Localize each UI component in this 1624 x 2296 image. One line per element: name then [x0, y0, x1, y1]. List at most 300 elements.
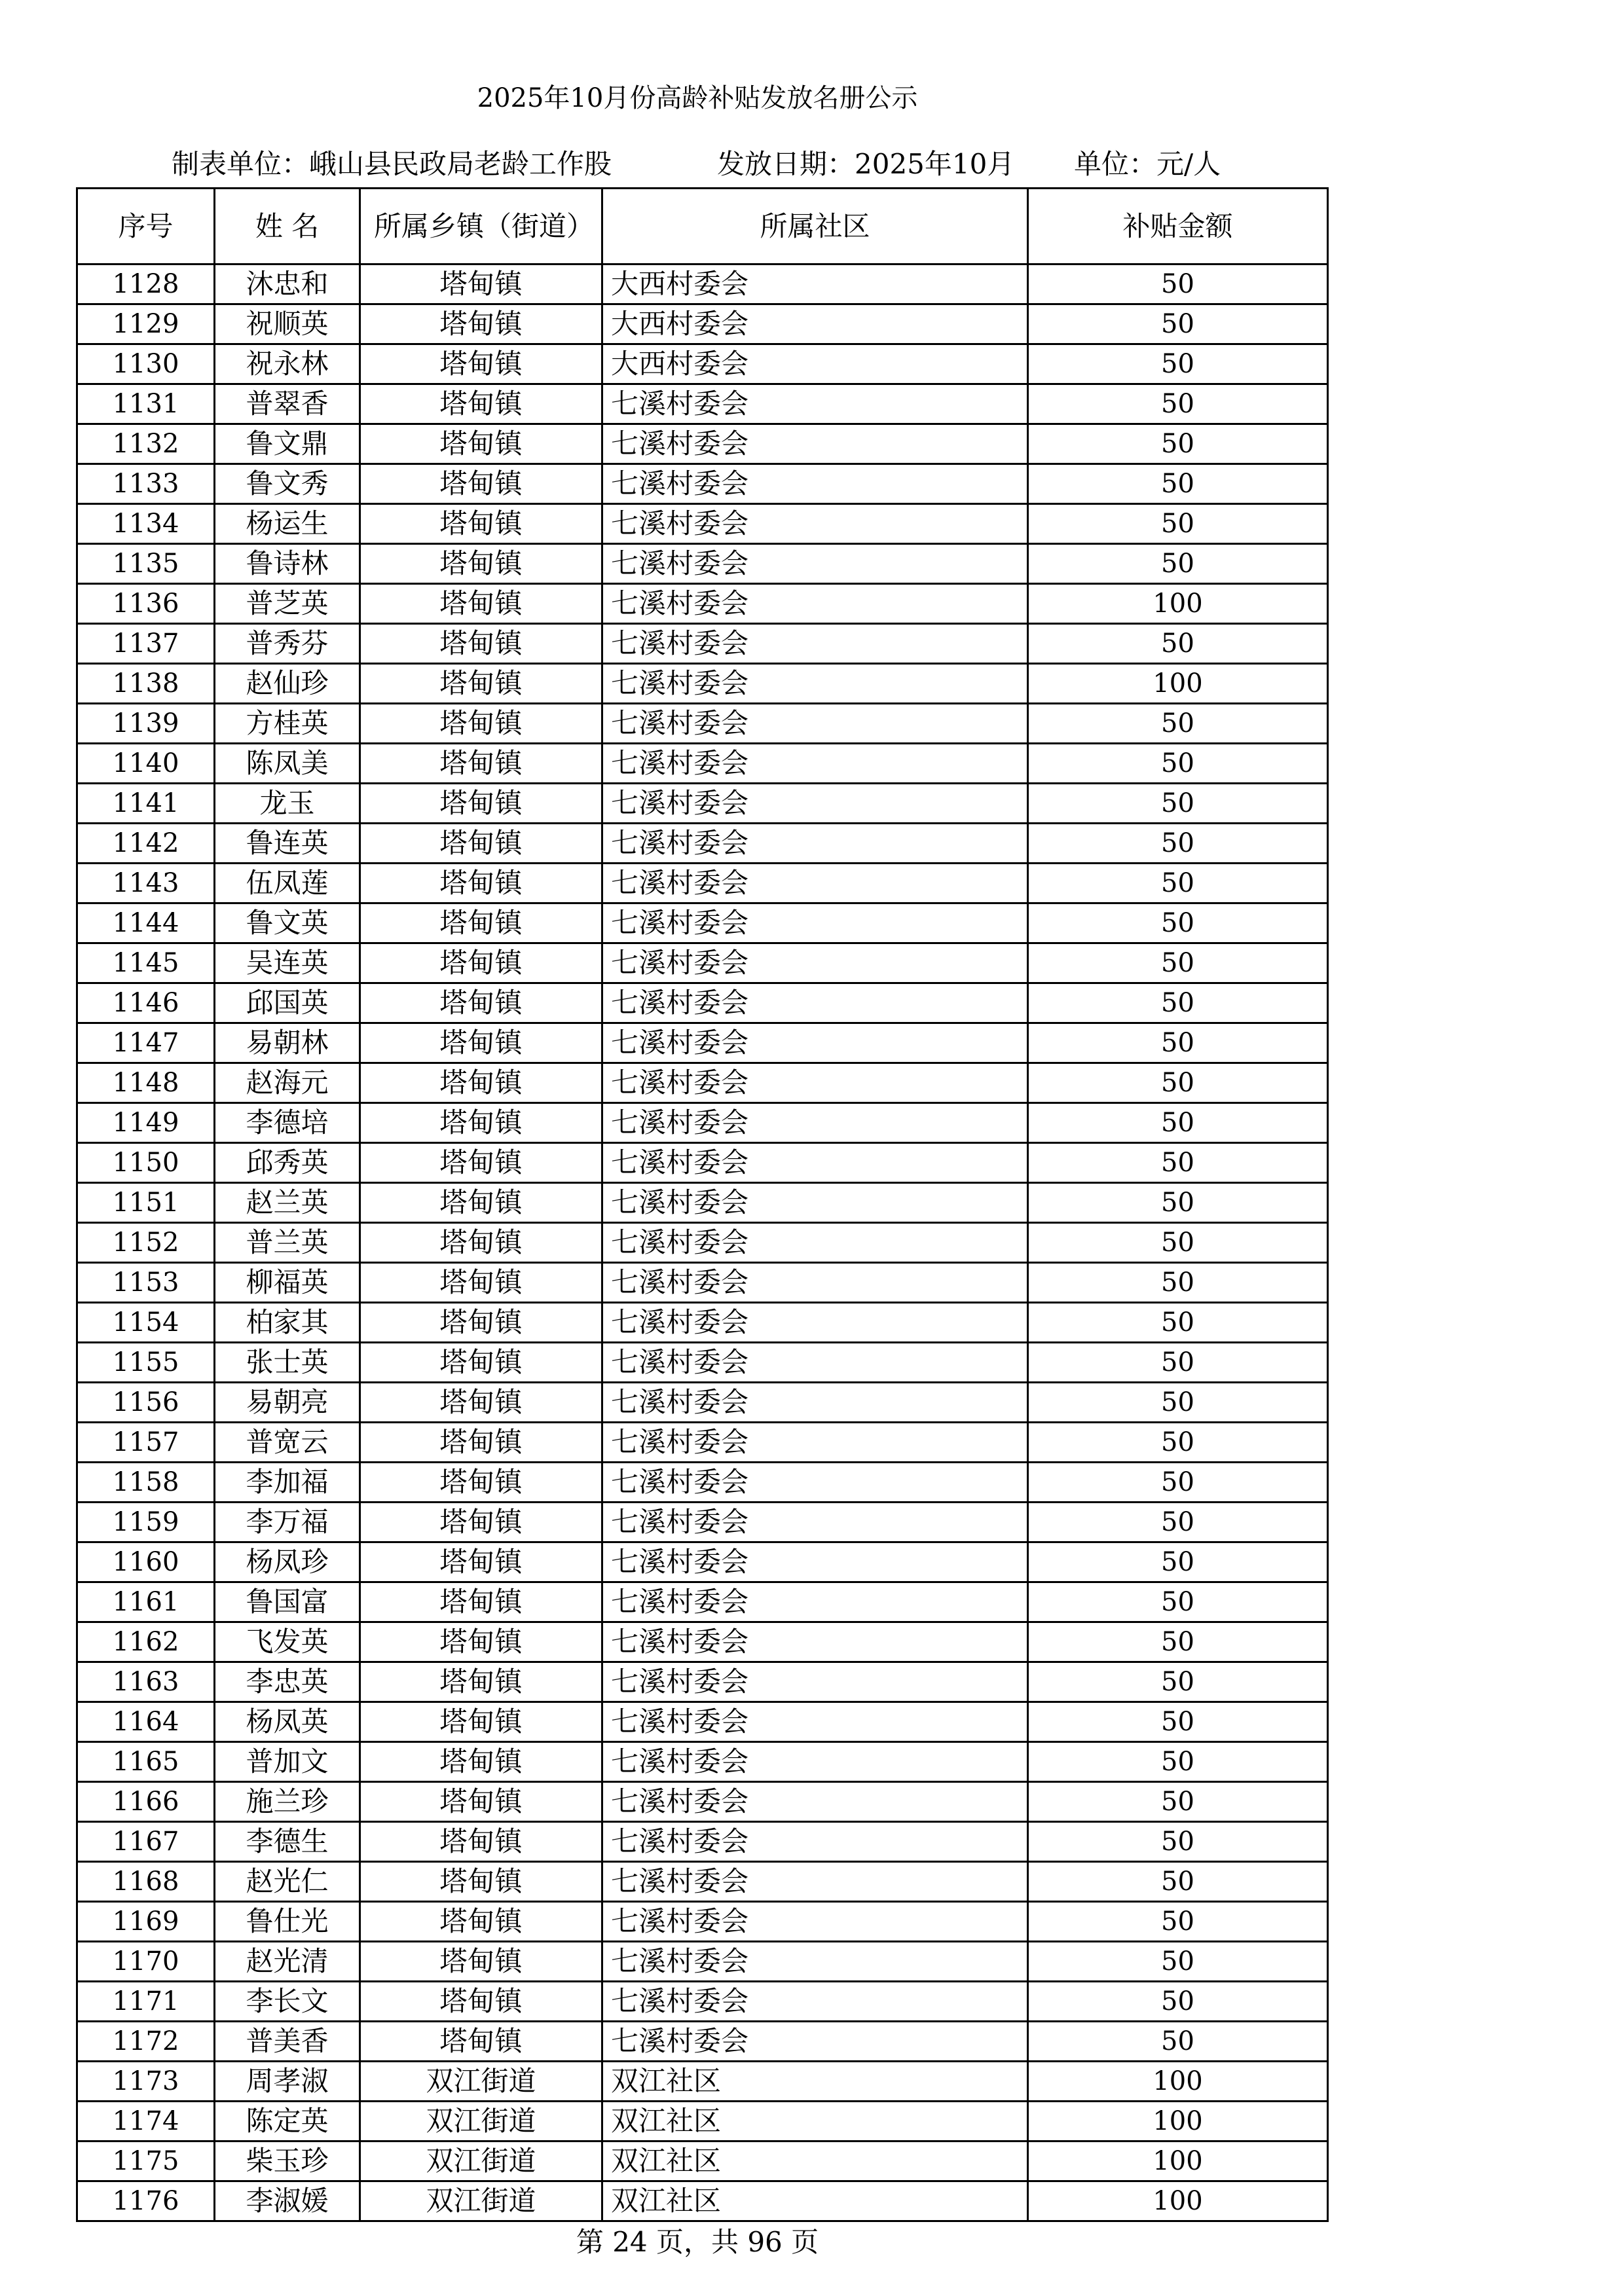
- header-amount: 补贴金额: [1028, 189, 1328, 264]
- row-name: 邱国英: [215, 983, 360, 1023]
- row-no: 1131: [77, 384, 215, 424]
- row-amount: 50: [1028, 1742, 1328, 1782]
- row-community: 七溪村委会: [602, 1423, 1028, 1463]
- table-row: [77, 464, 1328, 504]
- row-no: 1128: [77, 264, 215, 304]
- row-no: 1166: [77, 1782, 215, 1822]
- row-name: 杨运生: [215, 504, 360, 544]
- row-amount: 50: [1028, 864, 1328, 903]
- table-row: [77, 2062, 1328, 2102]
- row-name: 伍凤莲: [215, 864, 360, 903]
- row-name: 柴玉珍: [215, 2141, 360, 2181]
- table-row: [77, 704, 1328, 744]
- row-name: 吴连英: [215, 943, 360, 983]
- row-name: 陈定英: [215, 2102, 360, 2141]
- row-community: 七溪村委会: [602, 1822, 1028, 1862]
- row-amount: 50: [1028, 464, 1328, 504]
- row-town: 塔甸镇: [360, 784, 602, 824]
- row-no: 1163: [77, 1662, 215, 1702]
- row-no: 1142: [77, 824, 215, 864]
- row-name: 祝永林: [215, 344, 360, 384]
- row-amount: 50: [1028, 1463, 1328, 1503]
- row-town: 塔甸镇: [360, 1263, 602, 1303]
- row-amount: 50: [1028, 344, 1328, 384]
- table-header-row: [77, 189, 1328, 264]
- row-town: 塔甸镇: [360, 1343, 602, 1383]
- table-row: [77, 1782, 1328, 1822]
- row-no: 1146: [77, 983, 215, 1023]
- row-community: 七溪村委会: [602, 784, 1028, 824]
- row-amount: 100: [1028, 2062, 1328, 2102]
- row-name: 赵海元: [215, 1063, 360, 1103]
- table-row: [77, 504, 1328, 544]
- page-title: 2025年10月份高龄补贴发放名册公示: [477, 83, 918, 113]
- row-community: 七溪村委会: [602, 1023, 1028, 1063]
- row-community: 双江社区: [602, 2181, 1028, 2221]
- row-community: 双江社区: [602, 2062, 1028, 2102]
- row-town: 塔甸镇: [360, 584, 602, 624]
- row-town: 塔甸镇: [360, 1582, 602, 1622]
- row-name: 陈凤美: [215, 744, 360, 784]
- row-name: 李德培: [215, 1103, 360, 1143]
- row-town: 塔甸镇: [360, 264, 602, 304]
- row-amount: 50: [1028, 1782, 1328, 1822]
- table-row: [77, 1742, 1328, 1782]
- row-name: 李忠英: [215, 1662, 360, 1702]
- row-no: 1160: [77, 1542, 215, 1582]
- row-no: 1141: [77, 784, 215, 824]
- row-amount: 50: [1028, 1582, 1328, 1622]
- row-name: 李德生: [215, 1822, 360, 1862]
- row-no: 1153: [77, 1263, 215, 1303]
- row-amount: 50: [1028, 1223, 1328, 1263]
- row-community: 七溪村委会: [602, 1263, 1028, 1303]
- row-no: 1169: [77, 1902, 215, 1942]
- row-community: 七溪村委会: [602, 1103, 1028, 1143]
- row-community: 七溪村委会: [602, 1662, 1028, 1702]
- row-town: 塔甸镇: [360, 1463, 602, 1503]
- row-name: 鲁文秀: [215, 464, 360, 504]
- row-amount: 50: [1028, 1902, 1328, 1942]
- row-town: 塔甸镇: [360, 864, 602, 903]
- row-amount: 50: [1028, 1702, 1328, 1742]
- row-town: 塔甸镇: [360, 1662, 602, 1702]
- row-no: 1149: [77, 1103, 215, 1143]
- table-row: [77, 584, 1328, 624]
- row-town: 塔甸镇: [360, 704, 602, 744]
- row-no: 1173: [77, 2062, 215, 2102]
- row-town: 塔甸镇: [360, 903, 602, 943]
- table-row: [77, 664, 1328, 704]
- row-no: 1147: [77, 1023, 215, 1063]
- row-community: 七溪村委会: [602, 1742, 1028, 1782]
- row-no: 1152: [77, 1223, 215, 1263]
- row-amount: 50: [1028, 1503, 1328, 1542]
- row-community: 七溪村委会: [602, 1143, 1028, 1183]
- row-community: 七溪村委会: [602, 1862, 1028, 1902]
- row-no: 1136: [77, 584, 215, 624]
- table-row: [77, 424, 1328, 464]
- row-community: 七溪村委会: [602, 903, 1028, 943]
- row-amount: 50: [1028, 1982, 1328, 2022]
- row-name: 鲁文鼎: [215, 424, 360, 464]
- row-name: 李加福: [215, 1463, 360, 1503]
- table-row: [77, 1542, 1328, 1582]
- row-no: 1156: [77, 1383, 215, 1423]
- row-name: 李长文: [215, 1982, 360, 2022]
- row-town: 双江街道: [360, 2181, 602, 2221]
- row-community: 双江社区: [602, 2102, 1028, 2141]
- row-town: 塔甸镇: [360, 1183, 602, 1223]
- table-row: [77, 1982, 1328, 2022]
- row-town: 塔甸镇: [360, 664, 602, 704]
- row-town: 塔甸镇: [360, 1622, 602, 1662]
- row-name: 鲁诗林: [215, 544, 360, 584]
- row-no: 1143: [77, 864, 215, 903]
- header-community: 所属社区: [602, 189, 1028, 264]
- table-row: [77, 1942, 1328, 1982]
- row-community: 七溪村委会: [602, 864, 1028, 903]
- row-community: 大西村委会: [602, 304, 1028, 344]
- subsidy-table: [76, 187, 1329, 2222]
- row-no: 1167: [77, 1822, 215, 1862]
- row-name: 祝顺英: [215, 304, 360, 344]
- row-amount: 50: [1028, 264, 1328, 304]
- row-amount: 50: [1028, 1662, 1328, 1702]
- row-amount: 50: [1028, 544, 1328, 584]
- row-name: 邱秀英: [215, 1143, 360, 1183]
- row-name: 龙玉: [215, 784, 360, 824]
- row-amount: 50: [1028, 424, 1328, 464]
- row-community: 七溪村委会: [602, 744, 1028, 784]
- row-amount: 50: [1028, 1303, 1328, 1343]
- row-no: 1174: [77, 2102, 215, 2141]
- row-no: 1150: [77, 1143, 215, 1183]
- row-no: 1151: [77, 1183, 215, 1223]
- row-town: 塔甸镇: [360, 1103, 602, 1143]
- row-town: 塔甸镇: [360, 1862, 602, 1902]
- header-town: 所属乡镇（街道）: [360, 189, 602, 264]
- row-amount: 50: [1028, 903, 1328, 943]
- header-name: 姓 名: [215, 189, 360, 264]
- row-community: 七溪村委会: [602, 464, 1028, 504]
- row-community: 七溪村委会: [602, 1622, 1028, 1662]
- row-no: 1162: [77, 1622, 215, 1662]
- row-town: 塔甸镇: [360, 1503, 602, 1542]
- row-community: 大西村委会: [602, 344, 1028, 384]
- table-row: [77, 1423, 1328, 1463]
- table-row: [77, 983, 1328, 1023]
- row-town: 塔甸镇: [360, 424, 602, 464]
- row-amount: 50: [1028, 1942, 1328, 1982]
- row-name: 普美香: [215, 2022, 360, 2062]
- row-amount: 50: [1028, 304, 1328, 344]
- row-amount: 100: [1028, 2102, 1328, 2141]
- row-name: 鲁连英: [215, 824, 360, 864]
- row-name: 鲁国富: [215, 1582, 360, 1622]
- row-town: 塔甸镇: [360, 2022, 602, 2062]
- row-community: 七溪村委会: [602, 824, 1028, 864]
- row-community: 大西村委会: [602, 264, 1028, 304]
- table-row: [77, 1263, 1328, 1303]
- row-no: 1154: [77, 1303, 215, 1343]
- row-name: 施兰珍: [215, 1782, 360, 1822]
- row-no: 1155: [77, 1343, 215, 1383]
- row-name: 赵光清: [215, 1942, 360, 1982]
- row-name: 易朝亮: [215, 1383, 360, 1423]
- issue-date-label: 发放日期：2025年10月: [717, 148, 1015, 180]
- row-town: 塔甸镇: [360, 344, 602, 384]
- table-row: [77, 1103, 1328, 1143]
- row-community: 七溪村委会: [602, 1223, 1028, 1263]
- row-amount: 50: [1028, 1383, 1328, 1423]
- row-name: 普兰英: [215, 1223, 360, 1263]
- row-name: 普加文: [215, 1742, 360, 1782]
- row-name: 沐忠和: [215, 264, 360, 304]
- row-community: 双江社区: [602, 2141, 1028, 2181]
- table-row: [77, 864, 1328, 903]
- row-amount: 50: [1028, 1542, 1328, 1582]
- row-no: 1168: [77, 1862, 215, 1902]
- row-name: 方桂英: [215, 704, 360, 744]
- row-town: 塔甸镇: [360, 983, 602, 1023]
- unit-label: 单位：元/人: [1074, 148, 1221, 180]
- table-row: [77, 1303, 1328, 1343]
- page-footer: 第 24 页，共 96 页: [576, 2226, 819, 2258]
- row-town: 塔甸镇: [360, 1023, 602, 1063]
- row-town: 双江街道: [360, 2102, 602, 2141]
- table-row: [77, 1862, 1328, 1902]
- row-amount: 50: [1028, 1103, 1328, 1143]
- header-no: 序号: [77, 189, 215, 264]
- row-amount: 50: [1028, 1822, 1328, 1862]
- row-name: 易朝林: [215, 1023, 360, 1063]
- row-community: 七溪村委会: [602, 1343, 1028, 1383]
- table-row: [77, 2022, 1328, 2062]
- row-amount: 50: [1028, 504, 1328, 544]
- row-amount: 50: [1028, 624, 1328, 664]
- table-row: [77, 1503, 1328, 1542]
- table-row: [77, 824, 1328, 864]
- row-name: 普芝英: [215, 584, 360, 624]
- table-row: [77, 1023, 1328, 1063]
- row-no: 1135: [77, 544, 215, 584]
- row-amount: 50: [1028, 943, 1328, 983]
- row-town: 双江街道: [360, 2141, 602, 2181]
- row-community: 七溪村委会: [602, 1183, 1028, 1223]
- table-row: [77, 544, 1328, 584]
- row-community: 七溪村委会: [602, 384, 1028, 424]
- row-amount: 50: [1028, 784, 1328, 824]
- row-amount: 50: [1028, 1622, 1328, 1662]
- row-name: 柏家其: [215, 1303, 360, 1343]
- row-amount: 100: [1028, 664, 1328, 704]
- table-row: [77, 784, 1328, 824]
- row-no: 1165: [77, 1742, 215, 1782]
- row-no: 1176: [77, 2181, 215, 2221]
- table-row: [77, 1143, 1328, 1183]
- row-amount: 100: [1028, 584, 1328, 624]
- row-town: 塔甸镇: [360, 1542, 602, 1582]
- table-row: [77, 2141, 1328, 2181]
- table-row: [77, 1902, 1328, 1942]
- row-name: 鲁仕光: [215, 1902, 360, 1942]
- row-community: 七溪村委会: [602, 2022, 1028, 2062]
- table-body: [77, 264, 1328, 2221]
- row-town: 塔甸镇: [360, 1143, 602, 1183]
- row-name: 普秀芬: [215, 624, 360, 664]
- row-no: 1175: [77, 2141, 215, 2181]
- row-town: 塔甸镇: [360, 1782, 602, 1822]
- table-row: [77, 384, 1328, 424]
- row-town: 塔甸镇: [360, 1942, 602, 1982]
- row-town: 塔甸镇: [360, 1822, 602, 1862]
- row-amount: 50: [1028, 824, 1328, 864]
- row-community: 七溪村委会: [602, 1542, 1028, 1582]
- row-town: 塔甸镇: [360, 624, 602, 664]
- row-no: 1137: [77, 624, 215, 664]
- row-no: 1157: [77, 1423, 215, 1463]
- row-name: 杨凤英: [215, 1702, 360, 1742]
- row-community: 七溪村委会: [602, 1503, 1028, 1542]
- row-name: 李淑媛: [215, 2181, 360, 2221]
- row-community: 七溪村委会: [602, 1582, 1028, 1622]
- row-community: 七溪村委会: [602, 1942, 1028, 1982]
- table-row: [77, 344, 1328, 384]
- row-amount: 50: [1028, 1263, 1328, 1303]
- row-town: 塔甸镇: [360, 1423, 602, 1463]
- row-amount: 100: [1028, 2181, 1328, 2221]
- row-amount: 50: [1028, 1423, 1328, 1463]
- row-no: 1145: [77, 943, 215, 983]
- row-amount: 50: [1028, 1862, 1328, 1902]
- table-row: [77, 1183, 1328, 1223]
- table-row: [77, 1702, 1328, 1742]
- row-amount: 50: [1028, 983, 1328, 1023]
- row-community: 七溪村委会: [602, 1902, 1028, 1942]
- row-name: 杨凤珍: [215, 1542, 360, 1582]
- table-row: [77, 624, 1328, 664]
- table-row: [77, 1223, 1328, 1263]
- row-community: 七溪村委会: [602, 1383, 1028, 1423]
- row-community: 七溪村委会: [602, 1702, 1028, 1742]
- row-amount: 50: [1028, 384, 1328, 424]
- row-no: 1161: [77, 1582, 215, 1622]
- row-amount: 50: [1028, 1183, 1328, 1223]
- row-no: 1148: [77, 1063, 215, 1103]
- table-row: [77, 1063, 1328, 1103]
- table-row: [77, 264, 1328, 304]
- table-row: [77, 1463, 1328, 1503]
- row-no: 1138: [77, 664, 215, 704]
- row-town: 双江街道: [360, 2062, 602, 2102]
- row-no: 1170: [77, 1942, 215, 1982]
- table-row: [77, 2102, 1328, 2141]
- row-name: 赵仙珍: [215, 664, 360, 704]
- row-name: 李万福: [215, 1503, 360, 1542]
- row-town: 塔甸镇: [360, 1982, 602, 2022]
- table-row: [77, 1383, 1328, 1423]
- table-row: [77, 903, 1328, 943]
- row-community: 七溪村委会: [602, 704, 1028, 744]
- row-name: 柳福英: [215, 1263, 360, 1303]
- row-name: 赵光仁: [215, 1862, 360, 1902]
- table-row: [77, 1343, 1328, 1383]
- row-no: 1134: [77, 504, 215, 544]
- table-row: [77, 1822, 1328, 1862]
- row-community: 七溪村委会: [602, 943, 1028, 983]
- row-community: 七溪村委会: [602, 544, 1028, 584]
- row-community: 七溪村委会: [602, 983, 1028, 1023]
- row-amount: 100: [1028, 2141, 1328, 2181]
- table-row: [77, 1582, 1328, 1622]
- row-town: 塔甸镇: [360, 304, 602, 344]
- table-row: [77, 1662, 1328, 1702]
- row-no: 1158: [77, 1463, 215, 1503]
- row-community: 七溪村委会: [602, 424, 1028, 464]
- row-no: 1171: [77, 1982, 215, 2022]
- maker-label: 制表单位：峨山县民政局老龄工作股: [172, 148, 612, 180]
- table-row: [77, 943, 1328, 983]
- row-town: 塔甸镇: [360, 464, 602, 504]
- row-name: 周孝淑: [215, 2062, 360, 2102]
- row-amount: 50: [1028, 1143, 1328, 1183]
- row-no: 1133: [77, 464, 215, 504]
- row-name: 普宽云: [215, 1423, 360, 1463]
- table-row: [77, 744, 1328, 784]
- row-community: 七溪村委会: [602, 664, 1028, 704]
- row-community: 七溪村委会: [602, 1063, 1028, 1103]
- row-town: 塔甸镇: [360, 1303, 602, 1343]
- row-town: 塔甸镇: [360, 1063, 602, 1103]
- row-town: 塔甸镇: [360, 544, 602, 584]
- row-amount: 50: [1028, 2022, 1328, 2062]
- row-town: 塔甸镇: [360, 1223, 602, 1263]
- row-town: 塔甸镇: [360, 1902, 602, 1942]
- row-no: 1164: [77, 1702, 215, 1742]
- row-no: 1144: [77, 903, 215, 943]
- row-no: 1129: [77, 304, 215, 344]
- row-community: 七溪村委会: [602, 624, 1028, 664]
- row-town: 塔甸镇: [360, 1383, 602, 1423]
- row-community: 七溪村委会: [602, 1463, 1028, 1503]
- row-community: 七溪村委会: [602, 1782, 1028, 1822]
- row-no: 1159: [77, 1503, 215, 1542]
- row-no: 1132: [77, 424, 215, 464]
- table-row: [77, 2181, 1328, 2221]
- row-no: 1172: [77, 2022, 215, 2062]
- row-town: 塔甸镇: [360, 1702, 602, 1742]
- row-name: 赵兰英: [215, 1183, 360, 1223]
- row-name: 鲁文英: [215, 903, 360, 943]
- row-town: 塔甸镇: [360, 384, 602, 424]
- row-amount: 50: [1028, 1343, 1328, 1383]
- row-town: 塔甸镇: [360, 824, 602, 864]
- row-amount: 50: [1028, 704, 1328, 744]
- row-community: 七溪村委会: [602, 1982, 1028, 2022]
- row-town: 塔甸镇: [360, 504, 602, 544]
- table-row: [77, 304, 1328, 344]
- row-no: 1139: [77, 704, 215, 744]
- row-name: 张士英: [215, 1343, 360, 1383]
- row-no: 1140: [77, 744, 215, 784]
- row-amount: 50: [1028, 744, 1328, 784]
- row-amount: 50: [1028, 1023, 1328, 1063]
- row-community: 七溪村委会: [602, 504, 1028, 544]
- row-name: 普翠香: [215, 384, 360, 424]
- row-amount: 50: [1028, 1063, 1328, 1103]
- row-name: 飞发英: [215, 1622, 360, 1662]
